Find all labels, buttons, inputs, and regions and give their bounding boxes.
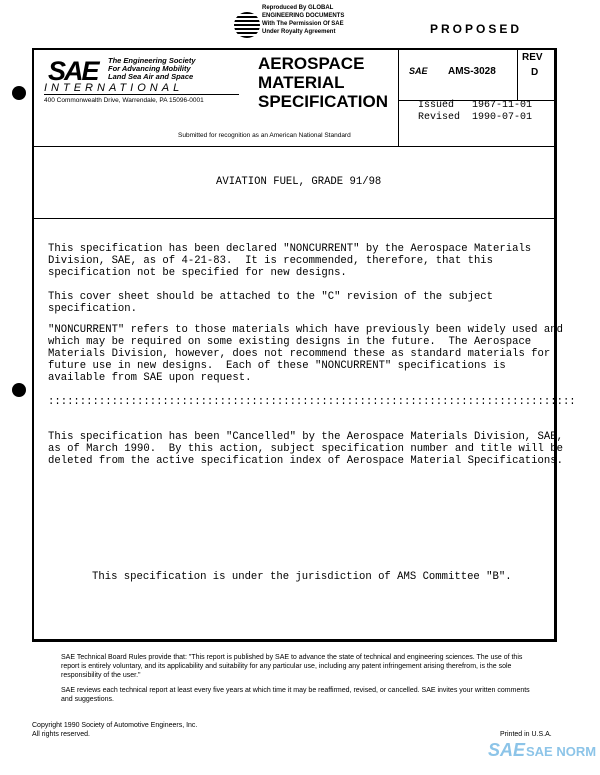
- paragraph-jurisdiction: This specification is under the jurisdiction of AMS Committee "B".: [92, 571, 512, 583]
- paragraph-definition: "NONCURRENT" refers to those materials which have previously been widely used and which may be required on some existing designs in the future. The Aerospace Materials Division, however, does not recommend these as standard materials for future use in new designs. Each of these "NONCURRENT" specifications is available from SAE upon request.: [48, 324, 563, 384]
- address: 400 Commonwealth Drive, Warrendale, PA 15096-0001: [44, 97, 204, 104]
- stamp-line: Under Royalty Agreement: [262, 29, 336, 35]
- doc-type-title: [258, 54, 388, 111]
- sae-logo: SAE: [48, 56, 98, 86]
- stamp-line: Reproduced By GLOBAL: [262, 5, 334, 11]
- stamp-line: With The Permission Of SAE: [262, 21, 344, 27]
- reproduction-stamp: [262, 4, 344, 36]
- board-rules: SAE Technical Board Rules provide that: "This report is published by SAE to advance the state of technical and engineering sciences. The use of this report is entirely voluntary, and its applicability and suitability for any particular use, including any patent infringement arising therefrom, is the sole responsibility of the user.": [61, 654, 523, 679]
- title-line: MATERIAL: [258, 73, 345, 92]
- doc-title: AVIATION FUEL, GRADE 91/98: [216, 176, 382, 188]
- stamp-line: ENGINEERING DOCUMENTS: [262, 13, 345, 19]
- issued-date: Issued 1967-11-01: [418, 100, 533, 111]
- separator: :::::::::::::::::::::::::::::::::::::::::::::::::::::::::::::::::::::::::::::::::::: [48, 396, 576, 408]
- sae-small-logo: SAE: [409, 66, 428, 76]
- review-note: SAE reviews each technical report at least every five years at which time it may be reaffirmed, revised, or cancelled. SAE invites your written comments and suggestions.: [61, 687, 530, 703]
- tagline-line: The Engineering Society: [108, 56, 196, 65]
- doc-number: AMS-3028: [448, 66, 496, 77]
- printed-in: Printed in U.S.A.: [500, 731, 552, 738]
- punch-hole: [12, 86, 26, 100]
- punch-hole: [12, 383, 26, 397]
- title-line: AEROSPACE: [258, 54, 365, 73]
- logo-tagline: [108, 57, 196, 81]
- ansi-note: Submitted for recognition as an American National Standard: [178, 132, 351, 139]
- copyright: Copyright 1990 Society of Automotive Engineers, Inc.: [32, 722, 198, 729]
- watermark-logo: SAE: [488, 740, 526, 760]
- tagline-line: Land Sea Air and Space: [108, 72, 194, 81]
- tagline-line: For Advancing Mobility: [108, 64, 191, 73]
- paragraph-cancelled: This specification has been "Cancelled" by the Aerospace Materials Division, SAE, as of March 1990. By this action, subject specification number and title will be deleted from the active specification index of Aerospace Material Specifications.: [48, 431, 563, 467]
- paragraph-cover-sheet: This cover sheet should be attached to the "C" revision of the subject specification.: [48, 291, 494, 315]
- rev-value: D: [531, 67, 539, 78]
- rev-label: REV: [522, 52, 543, 63]
- status-label: PROPOSED: [430, 22, 523, 36]
- rights: All rights reserved.: [32, 731, 90, 738]
- watermark-text: SAE NORM: [526, 744, 597, 759]
- logo-international: INTERNATIONAL: [44, 82, 239, 95]
- globe-icon: [234, 12, 260, 38]
- title-line: SPECIFICATION: [258, 92, 389, 111]
- paragraph-noncurrent: This specification has been declared "NONCURRENT" by the Aerospace Materials Division, SAE, as of 4-21-83. It is recommended, therefore, that this specification not be specified for new designs.: [48, 243, 532, 279]
- revised-date: Revised 1990-07-01: [418, 112, 533, 123]
